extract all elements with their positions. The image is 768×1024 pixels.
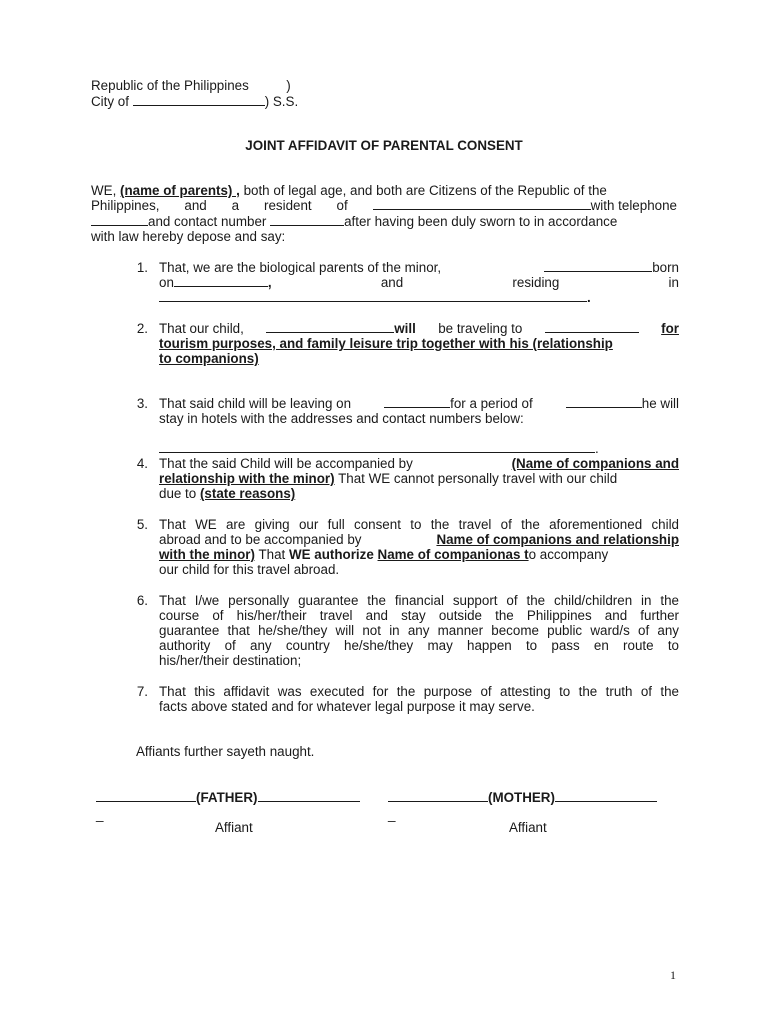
item-1-line-3 [159,290,679,305]
father-dash: _ [96,807,104,822]
item-2-for: for [661,321,679,336]
item-1-born: born [652,260,679,275]
item-1-on: on [159,275,174,290]
intro-line-4-text: with law hereby depose and say: [91,229,286,244]
item-6-line-1: That I/we personally guarantee the financial support of the child/children in the [159,593,679,608]
mother-signature-line [388,790,657,805]
contact-number-blank [270,214,344,226]
item-5-companion-name: Name of companionas t [377,547,529,562]
item-5-line-3 [159,547,679,562]
closing-statement: Affiants further sayeth naught. [136,744,315,759]
republic-text: Republic of the Philippines [91,78,249,93]
item-2-text-a: That our child, [159,321,244,336]
mother-blank-left [388,790,488,802]
republic-paren: ) [286,78,291,93]
item-2-line-1 [159,321,679,336]
item-6-line-2: course of his/her/their travel and stay outside the Philippines and further [159,608,679,623]
item-4-due-to: due to [159,486,197,501]
item-2-line-2: tourism purposes, and family leisure trip together with his (relationship [159,336,613,351]
father-signature-line [96,790,360,805]
mother-dash: _ [388,807,396,822]
birthdate-blank [174,275,268,287]
residence-blank [373,198,591,210]
intro-line-1 [91,183,607,198]
item-5-text-b: Name of companions and relationship [436,532,679,547]
item-1-residing: residing [512,275,560,290]
item-1-text-a: That, we are the biological parents of the minor, [159,260,442,275]
residence-address-blank [159,290,587,302]
item-7-line-1: That this affidavit was executed for the purpose of attesting to the truth of the [159,684,679,699]
intro-line-3 [91,214,617,229]
departure-date-blank [384,396,450,408]
item-3-line-2: stay in hotels with the addresses and contact numbers below: [159,411,524,426]
mother-label: (MOTHER) [488,790,555,805]
item-5-number: 5. [136,517,148,532]
item-2-text-b: be traveling to [438,321,523,336]
name-of-parents-placeholder: (name of parents) , [120,183,240,198]
item-4-line-2 [159,471,679,486]
city-end: ) S.S. [264,94,299,109]
item-2-line-3: to companions) [159,351,259,366]
item-3-dot: . [595,441,599,456]
item-6-number: 6. [136,593,148,608]
item-5-we-authorize: WE authorize [288,547,374,562]
item-5-to-accompany: o accompany [528,547,609,562]
period-blank [566,396,642,408]
father-affiant-label: Affiant [215,820,253,835]
page-number: 1 [670,968,676,982]
item-4-state-reasons: (state reasons) [199,486,296,501]
father-blank-left [96,790,196,802]
item-6-line-3: guarantee that he/she/they will not in any manner become public ward/s of any [159,623,679,638]
child-name-blank [266,321,394,333]
city-line [91,94,298,109]
intro-after: after having been duly sworn to in accordance [344,214,618,229]
intro-of: of [336,198,348,213]
minor-name-blank [544,260,652,272]
intro-philippines: Philippines, [91,198,160,213]
item-1-in: in [668,275,679,290]
item-3-text-b: for a period of [450,396,533,411]
item-3-text-a: That said child will be leaving on [159,396,352,411]
father-blank-right [258,790,360,802]
telephone-blank [91,214,148,226]
intro-we: WE, [91,183,117,198]
father-label: (FATHER) [196,790,258,805]
mother-blank-right [555,790,657,802]
item-3-line-3 [159,441,679,456]
item-4-text-c: relationship with the minor) [159,471,335,486]
item-4-number: 4. [136,456,148,471]
mother-affiant-label: Affiant [509,820,547,835]
city-label: City of [91,94,129,109]
intro-line-2 [91,198,677,213]
item-4-line-3 [159,486,679,501]
item-4-text-a: That the said Child will be accompanied by [159,456,413,471]
intro-and-contact: and contact number [148,214,267,229]
intro-a: a [231,198,240,213]
item-6-line-5: his/her/their destination; [159,653,302,668]
destination-blank [545,321,639,333]
item-1-number: 1. [136,260,148,275]
item-2-number: 2. [136,321,148,336]
item-4-line-1 [159,456,679,471]
item-3-number: 3. [136,396,148,411]
item-6-line-4: authority of any country he/she/they may happen to pass en route to [159,638,679,653]
city-blank [133,94,265,106]
item-2-will: will [394,321,416,336]
item-3-text-c: he will [641,396,679,411]
intro-line-4 [91,229,285,244]
item-1-dot: . [587,290,591,305]
item-5-line-2 [159,532,679,547]
item-7-line-2: facts above stated and for whatever legal purpose it may serve. [159,699,535,714]
item-1-and: and [380,275,404,290]
item-1-line-1 [159,260,679,275]
item-4-text-d: That WE cannot personally travel with our child [338,471,618,486]
item-5-text-a: abroad and to be accompanied by [159,532,362,547]
republic-line [91,78,291,93]
item-1-comma: , [267,275,272,290]
document-title: JOINT AFFIDAVIT OF PARENTAL CONSENT [245,138,523,153]
item-3-line-1 [159,396,679,411]
item-5-text-c: with the minor) [159,547,255,562]
intro-and: and [184,198,207,213]
item-5-that: That [258,547,286,562]
hotels-blank [159,441,595,453]
item-1-line-2 [159,275,679,290]
intro-line-1-rest: both of legal age, and both are Citizens of the Republic of the [243,183,607,198]
item-5-line-4: our child for this travel abroad. [159,562,340,577]
item-4-text-b: (Name of companions and [511,456,679,471]
item-5-line-1: That WE are giving our full consent to the travel of the aforementioned child [159,517,679,532]
intro-resident: resident [264,198,312,213]
item-7-number: 7. [136,684,148,699]
intro-with-telephone: with telephone [590,198,677,213]
